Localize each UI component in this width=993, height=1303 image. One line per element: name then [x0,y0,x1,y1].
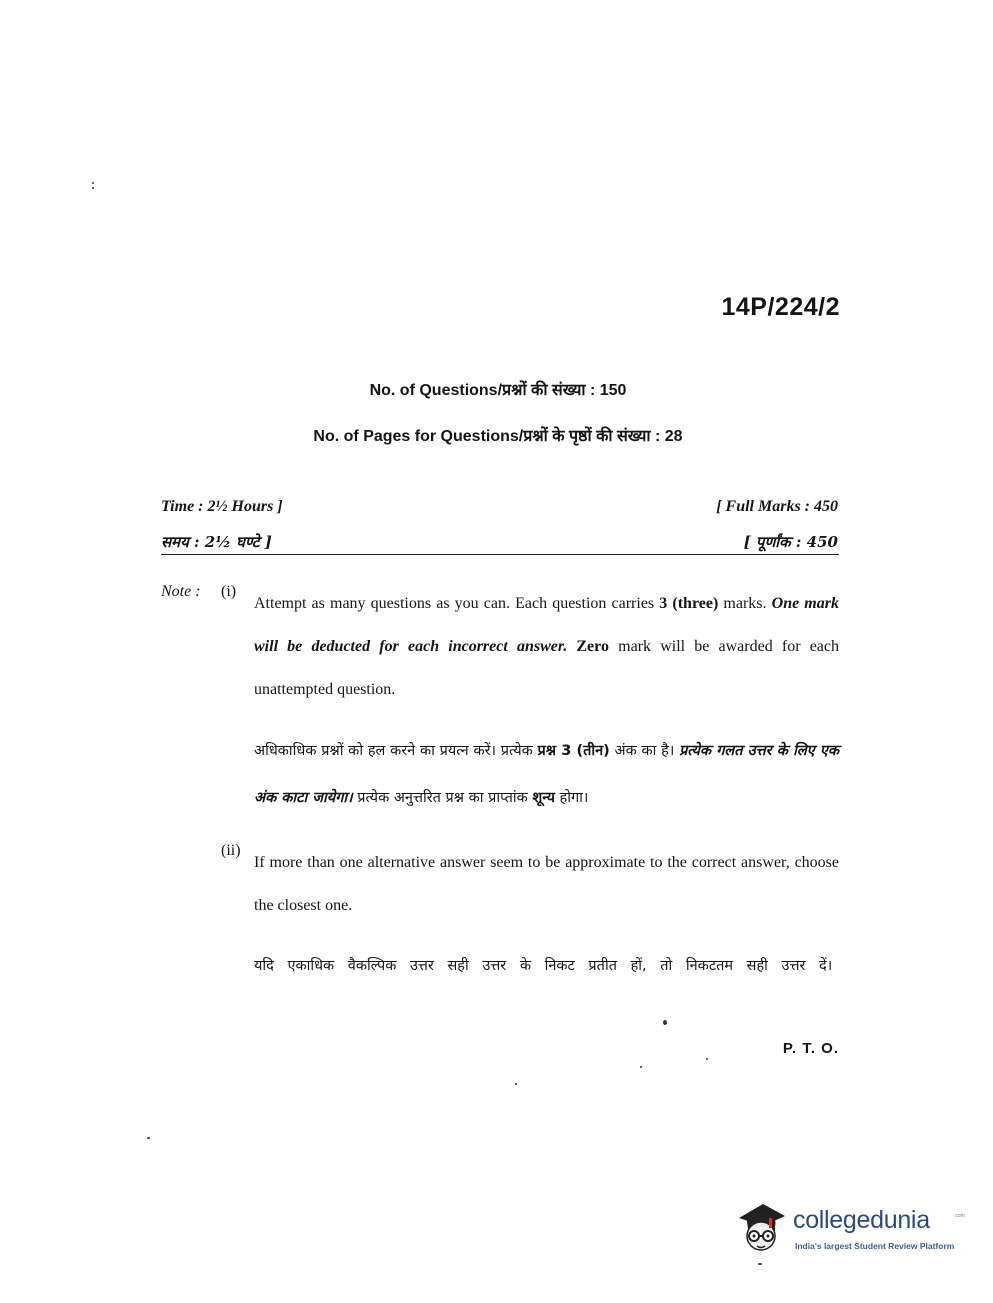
please-turn-over: P. T. O. [782,1040,839,1057]
full-marks-hindi: [ पूर्णांक : 450 [743,533,838,551]
scan-speck [92,187,94,189]
text-run: प्रत्येक अनुत्तरित प्रश्न का प्राप्तांक [352,790,533,806]
brand-name: collegedunia [793,1206,930,1234]
text-run: marks. [718,595,772,612]
negative-marking-warning-hindi: प्रत्येक गलत उत्तर के लिए एक अंक काटा जायेगा। [254,743,840,806]
text-run: Attempt as many questions as you can. Each question carries [254,595,660,612]
brand-tagline: India's largest Student Review Platform [795,1241,955,1251]
scan-speck [92,182,94,184]
scan-speck [758,1263,762,1265]
note-item-1-english [254,582,839,711]
scan-speck [706,1058,708,1060]
full-marks-english: [ Full Marks : 450 [716,498,838,515]
marks-per-question-hindi: प्रश्न 3 (तीन) [537,743,610,759]
note-item-2-number: (ii) [221,842,241,859]
time-hindi: समय : 2½ घण्टे ] [161,533,272,551]
paper-code: 14P/224/2 [721,293,840,321]
note-item-2-english: If more than one alternative answer seem to be approximate to the correct answer, choose the closest one. [254,854,839,914]
text-run: अधिकाधिक प्रश्नों को हल करने का प्रयत्न करें। प्रत्येक [254,743,538,759]
scan-speck [663,1020,667,1025]
questions-count-line: No. of Questions/प्रश्नों की संख्या : 150 [369,382,627,399]
text-run: होगा। [554,790,589,806]
header-divider [161,554,839,555]
mascot-logo-icon [733,1196,791,1258]
marks-per-question: 3 (three) [659,595,719,612]
scan-speck [515,1083,517,1085]
note-label: Note : [161,583,201,600]
note-item-1-hindi [254,728,839,822]
scan-speck [640,1066,642,1068]
text-run: अंक का है। [609,743,680,759]
text-run: mark will be awarded for each unattempted question. [254,638,840,698]
collegedunia-watermark [733,1196,963,1258]
pages-count-line: No. of Pages for Questions/प्रश्नों के पृष्ठों की संख्या : 28 [313,428,683,445]
note-item-2-hindi: यदि एकाधिक वैकल्पिक उत्तर सही उत्तर के निकट प्रतीत हों, तो निकटतम सही उत्तर दें। [254,958,833,974]
brand-domain: .com [954,1213,965,1219]
time-english: Time : 2½ Hours ] [161,498,283,515]
negative-marking-warning: One mark will be deducted for each incorrect answer. [254,595,839,655]
scan-speck [147,1137,150,1139]
zero-emphasis: Zero [567,638,609,655]
note-item-1-number: (i) [221,583,237,600]
zero-emphasis-hindi: शून्य [532,790,555,806]
